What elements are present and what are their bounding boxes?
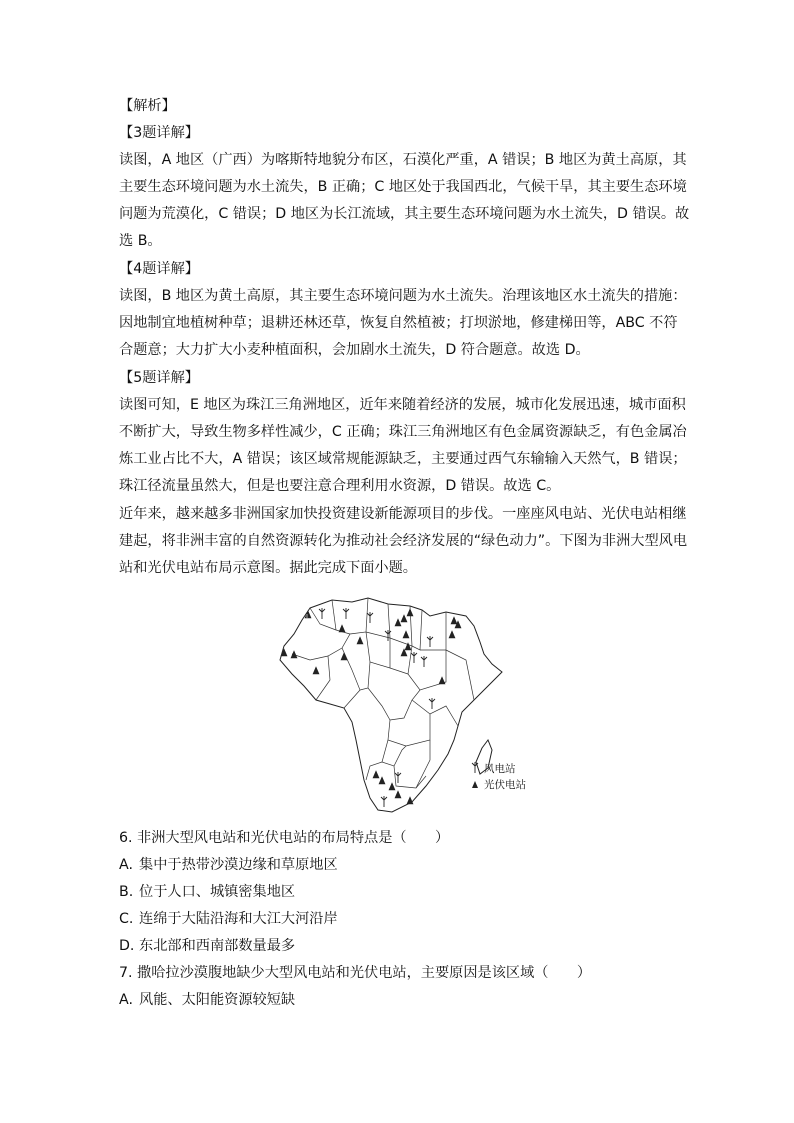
q4-line-2: 因地制宜地植树种草；退耕还林还草，恢复自然植被；打坝淤地，修建梯田等，ABC 不符 (119, 315, 678, 331)
q3-line-1: 读图，A 地区（广西）为喀斯特地貌分布区，石漠化严重，A 错误；B 地区为黄土高原，其 (119, 152, 687, 168)
q5-header: 【5题详解】 (119, 370, 199, 386)
intro-line-3: 站和光伏电站布局示意图。据此完成下面小题。 (119, 560, 417, 576)
analysis-header: 【解析】 (119, 98, 176, 114)
q5-line-2: 不断扩大，导致生物多样性减少，C 正确；珠江三角洲地区有色金属资源缺乏，有色金属冶 (119, 424, 687, 440)
legend-solar-label: 光伏电站 (484, 779, 526, 791)
question-6-option-b: B. 位于人口、城镇密集地区 (119, 884, 296, 900)
solar-station-icon (403, 631, 409, 638)
wind-station-icon (367, 612, 373, 623)
solar-station-icon (379, 777, 385, 784)
q5-line-3: 炼工业占比不大，A 错误；该区域常规能源缺乏，主要通过西气东输输入天然气，B 错误； (119, 451, 687, 467)
wind-station-icon (343, 608, 349, 619)
solar-station-icon (449, 631, 455, 638)
solar-station-icon (357, 637, 363, 644)
wind-station-icon (411, 652, 417, 663)
q3-header: 【3题详解】 (119, 125, 199, 141)
wind-station-icon (421, 656, 427, 667)
q4-header: 【4题详解】 (119, 261, 199, 277)
solar-station-icon (313, 667, 319, 674)
solar-station-icon (451, 617, 457, 624)
wind-station-icon (427, 636, 433, 647)
q5-line-4: 珠江径流量虽然大，但是也要注意合理利用水资源，D 错误。故选 C。 (119, 478, 561, 494)
solar-station-icon (407, 797, 413, 804)
solar-station-icon (407, 609, 413, 616)
q3-line-2: 主要生态环境问题为水土流失，B 正确；C 地区处于我国西北，气候干旱，其主要生态环境 (119, 179, 687, 195)
country-borders (292, 598, 474, 788)
question-7-option-a: A. 风能、太阳能资源较短缺 (119, 992, 296, 1008)
solar-station-icon (401, 615, 407, 622)
intro-line-2: 建起，将非洲丰富的自然资源转化为推动社会经济发展的“绿色动力”。下图为非洲大型风电 (119, 533, 688, 549)
q3-line-4: 选 B。 (119, 233, 162, 249)
question-6-option-d: D. 东北部和西南部数量最多 (119, 938, 296, 954)
map-legend (472, 762, 526, 791)
q4-line-3: 合题意；大力扩大小麦种植面积，会加剧水土流失，D 符合题意。故选 D。 (119, 342, 590, 358)
question-6-stem: 6. 非洲大型风电站和光伏电站的布局特点是（ ） (119, 830, 450, 846)
q4-line-1: 读图，B 地区为黄土高原，其主要生态环境问题为水土流失。治理该地区水土流失的措施： (119, 288, 687, 304)
wind-station-icon (319, 608, 325, 619)
solar-station-icon (389, 783, 395, 790)
africa-outline (280, 598, 502, 812)
solar-station-icon (439, 677, 445, 684)
solar-station-icon (339, 625, 345, 632)
legend-wind-label: 风电站 (484, 763, 516, 775)
q5-line-1: 读图可知，E 地区为珠江三角洲地区，近年来随着经济的发展，城市化发展迅速，城市面积 (119, 397, 686, 413)
solar-station-icon (395, 791, 401, 798)
question-7-stem: 7. 撒哈拉沙漠腹地缺少大型风电站和光伏电站，主要原因是该区域（ ） (119, 965, 592, 981)
question-6-option-a: A. 集中于热带沙漠边缘和草原地区 (119, 857, 338, 873)
wind-station-icon (429, 698, 435, 709)
wind-legend-icon (472, 762, 478, 773)
africa-power-station-map (270, 590, 540, 818)
solar-station-icon (395, 619, 401, 626)
wind-station-icon (395, 772, 401, 783)
question-6-option-c: C. 连绵于大陆沿海和大江大河沿岸 (119, 911, 338, 927)
solar-station-icon (291, 651, 297, 658)
solar-station-icon (373, 771, 379, 778)
intro-line-1: 近年来，越来越多非洲国家加快投资建设新能源项目的步伐。一座座风电站、光伏电站相继 (119, 506, 687, 522)
q3-line-3: 问题为荒漠化，C 错误；D 地区为长江流域，其主要生态环境问题为水土流失，D 错误。故 (119, 206, 690, 222)
wind-station-icon (381, 796, 387, 807)
solar-legend-icon (472, 781, 478, 788)
